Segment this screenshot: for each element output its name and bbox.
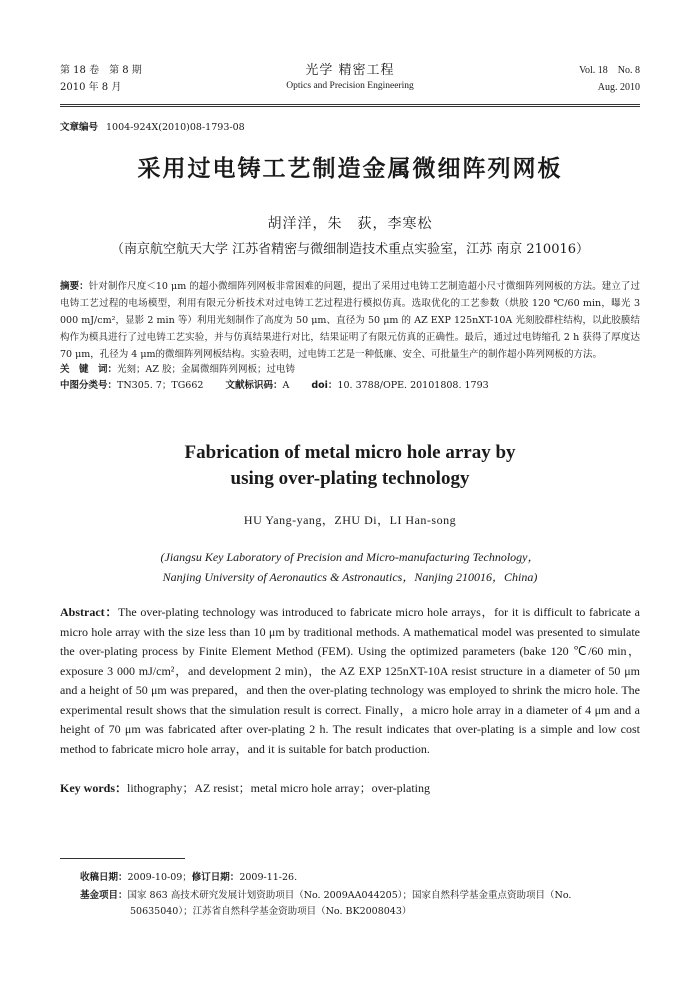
title-en — [60, 440, 640, 492]
received-label: 收稿日期： — [80, 872, 128, 883]
doi-value: 10. 3788/OPE. 20101808. 1793 — [337, 380, 489, 391]
keywords-en-label: Key words： — [60, 781, 127, 795]
revised-label: 修订日期： — [191, 872, 240, 883]
affiliation-en-line2: Nanjing University of Aeronautics & Astronautics，Nanjing 210016，China) — [162, 570, 538, 584]
keywords-en — [60, 779, 640, 798]
affiliation-cn: （南京航空航天大学 江苏省精密与微细制造技术重点实验室，江苏 南京 210016） — [110, 242, 590, 257]
clc-label: 中图分类号： — [60, 380, 118, 391]
footnote-dates — [80, 870, 640, 886]
journal-name-en: Optics and Precision Engineering — [286, 81, 414, 91]
header-vol-no: Vol. 18 No. 8 — [579, 65, 640, 76]
header-rule-top — [60, 104, 640, 105]
fund-line1: 国家 863 高技术研究发展计划资助项目（No. 2009AA044205）；国家自然科学基金重点资助项目（No. — [127, 890, 572, 901]
clc-value: TN305. 7；TG662 — [117, 380, 204, 391]
journal-name-cn: 光学 精密工程 — [305, 63, 395, 78]
keywords-cn-text: 光刻；AZ 胶；金属微细阵列网板；过电铸 — [117, 364, 295, 375]
received-value: 2009-10-09； — [127, 872, 192, 883]
doi-label: doi： — [311, 380, 338, 391]
keywords-cn-label: 关 键 词： — [60, 364, 118, 375]
title-cn: 采用过电铸工艺制造金属微细阵列网板 — [137, 156, 563, 182]
title-en-line2: using over-plating technology — [230, 468, 470, 489]
classification-line — [60, 378, 489, 394]
doc-code-value: A — [282, 380, 290, 391]
abstract-cn-label: 摘要： — [60, 281, 89, 292]
affiliation-en — [60, 547, 640, 587]
article-number-label: 文章编号 — [60, 122, 99, 133]
running-header — [60, 62, 640, 102]
article-number-value: 1004-924X(2010)08-1793-08 — [106, 122, 245, 133]
keywords-en-text: lithography；AZ resist；metal micro hole array；over-plating — [127, 781, 431, 795]
abstract-en — [60, 603, 640, 759]
header-date-en: Aug. 2010 — [597, 82, 640, 93]
header-rule-bottom — [60, 106, 640, 107]
footnote-funding — [80, 888, 640, 920]
abstract-cn-text: 针对制作尺度＜10 μm 的超小微细阵列网板非常困难的问题，提出了采用过电铸工艺制造超小尺寸微细阵列网板的方法。建立了过电铸工艺过程的电场模型，利用有限元分析技术对过电铸工艺过程进行模拟仿真。选取优化的工艺参数（烘胶 120 ℃/60 min，曝光 3 000 mJ/cm²，显影 2 min 等）利用光刻制作了高度为 50 μm、直径为 50 μm 的 AZ EXP 125nXT-10A 光刻胶群柱结构，以此胶膜结构作为模具进行了过电铸工艺实验，并与仿真结果进行对比，结果证明了有限元仿真的正确性。最后，通过过电铸缩孔 2 h 获得了厚度达 70 μm，孔径为 4 μm的微细阵列网板结构。实验表明，过电铸工艺是一种低廉、安全、可批量生产的制作超小阵列网板的方法。 — [60, 281, 640, 360]
article-number — [60, 119, 245, 133]
authors-cn: 胡洋洋，朱 荻，李寒松 — [267, 216, 433, 232]
abstract-cn — [60, 278, 640, 363]
header-vol-en — [579, 62, 640, 96]
abstract-en-label: Abstract： — [60, 605, 119, 619]
revised-value: 2009-11-26. — [239, 872, 298, 883]
affiliation-en-line1: (Jiangsu Key Laboratory of Precision and Micro-manufacturing Technology， — [160, 550, 540, 564]
header-journal — [60, 62, 640, 94]
fund-label: 基金项目： — [80, 890, 128, 901]
abstract-en-text: The over-plating technology was introduced to fabricate micro hole arrays，for it is difficult to fabricate a micro hole array with the size less than 10 μm by traditional methods. A mathematical model was presented to simulate the over-plating process by Finite Element Method (FEM). Using the optimized parameters (bake 120 ℃/60 min，exposure 3 000 mJ/cm²，and development 2 min)，the AZ EXP 125nXT-10A resist structure in a diameter of 50 μm and a height of 50 μm was prepared，and then the over-plating technology was employed to shrink the micro hole. The experimental result shows that the simulation result is correct. Finally，a micro hole array in a diameter of 4 μm and a height of 70 μm was fabricated after over-plating 2 h. The result indicates that over-plating is a simple and low cost method to fabricate micro hole array，and it is suitable for batch production. — [60, 605, 641, 756]
title-en-line1: Fabrication of metal micro hole array by — [184, 442, 516, 463]
footnote-divider — [60, 858, 185, 859]
doc-code-label: 文献标识码： — [225, 380, 283, 391]
header-date-cn: 2010 年 8 月 — [60, 82, 122, 93]
header-volume-issue: 第 18 卷 第 8 期 — [60, 65, 142, 76]
authors-en: HU Yang-yang，ZHU Di，LI Han-song — [243, 513, 457, 527]
keywords-cn — [60, 362, 295, 378]
fund-line2: 50635040）；江苏省自然科学基金资助项目（No. BK2008043） — [130, 906, 412, 917]
